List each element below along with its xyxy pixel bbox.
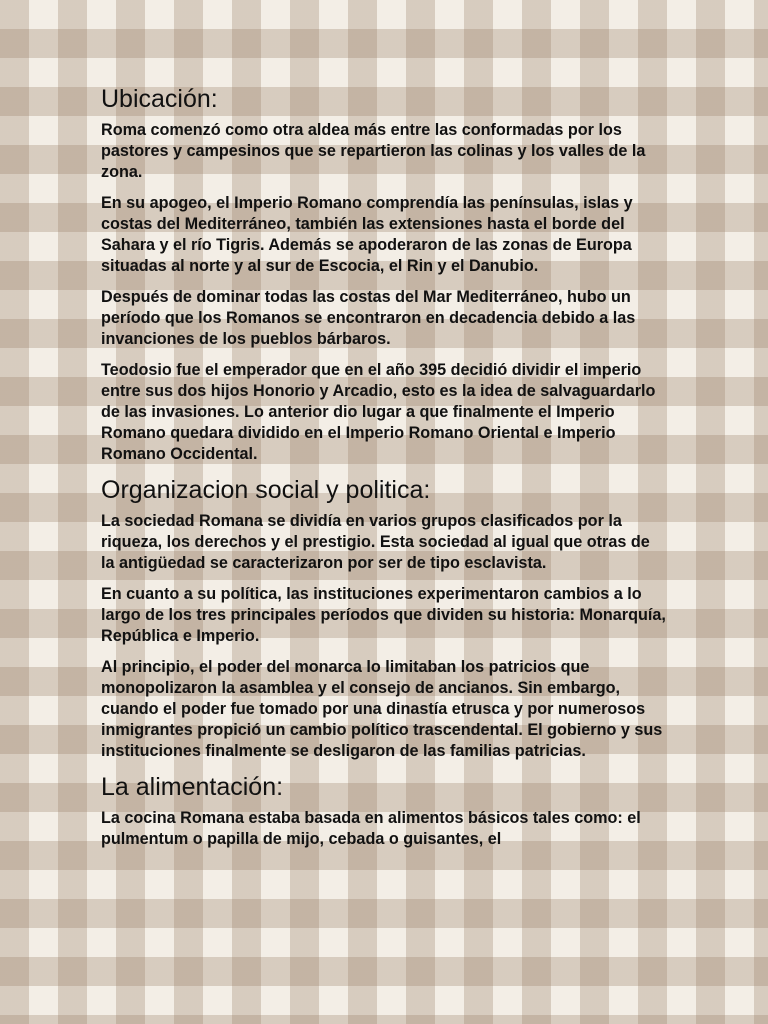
section-ubicacion xyxy=(101,84,666,465)
section-heading: Ubicación: xyxy=(101,85,218,113)
paragraph: En su apogeo, el Imperio Romano comprendía las penínsulas, islas y costas del Mediterráneo, también las extensiones hasta el borde del Sahara y el río Tigris. Además se apoderaron de las zonas de Europa situadas al norte y al sur de Escocia, el Rin y el Danubio. xyxy=(101,194,633,275)
section-alimentacion xyxy=(101,772,666,850)
section-heading: Organizacion social y politica: xyxy=(101,476,431,504)
paragraph: Después de dominar todas las costas del Mar Mediterráneo, hubo un período que los Romanos se encontraron en decadencia debido a las invanciones de los pueblos bárbaros. xyxy=(101,288,636,348)
paragraph: Teodosio fue el emperador que en el año 395 decidió dividir el imperio entre sus dos hijos Honorio y Arcadio, esto es la idea de salvaguardarlo de las invasiones. Lo anterior dio lugar a que finalmente el Imperio Romano quedara dividido en el Imperio Romano Oriental e Imperio Romano Occidental. xyxy=(101,361,656,463)
section-heading: La alimentación: xyxy=(101,773,284,801)
paragraph: Al principio, el poder del monarca lo limitaban los patricios que monopolizaron la asamblea y el consejo de ancianos. Sin embargo, cuando el poder fue tomado por una dinastía etrusca y por numerosos inmigrantes propició un cambio político trascendental. El gobierno y sus instituciones finalmente se desligaron de las familias patricias. xyxy=(101,658,663,760)
paragraph: Roma comenzó como otra aldea más entre las conformadas por los pastores y campesinos que se repartieron las colinas y los valles de la zona. xyxy=(101,121,646,181)
paragraph: En cuanto a su política, las instituciones experimentaron cambios a lo largo de los tres principales períodos que dividen su historia: Monarquía, República e Imperio. xyxy=(101,585,666,645)
paragraph: La cocina Romana estaba basada en alimentos básicos tales como: el pulmentum o papilla de mijo, cebada o guisantes, el xyxy=(101,809,641,848)
paragraph: La sociedad Romana se dividía en varios grupos clasificados por la riqueza, los derechos y el prestigio. Esta sociedad al igual que otras de la antigüedad se caracterizaron por ser de tipo esclavista. xyxy=(101,512,650,572)
section-organizacion xyxy=(101,475,666,762)
document-page xyxy=(101,84,666,860)
